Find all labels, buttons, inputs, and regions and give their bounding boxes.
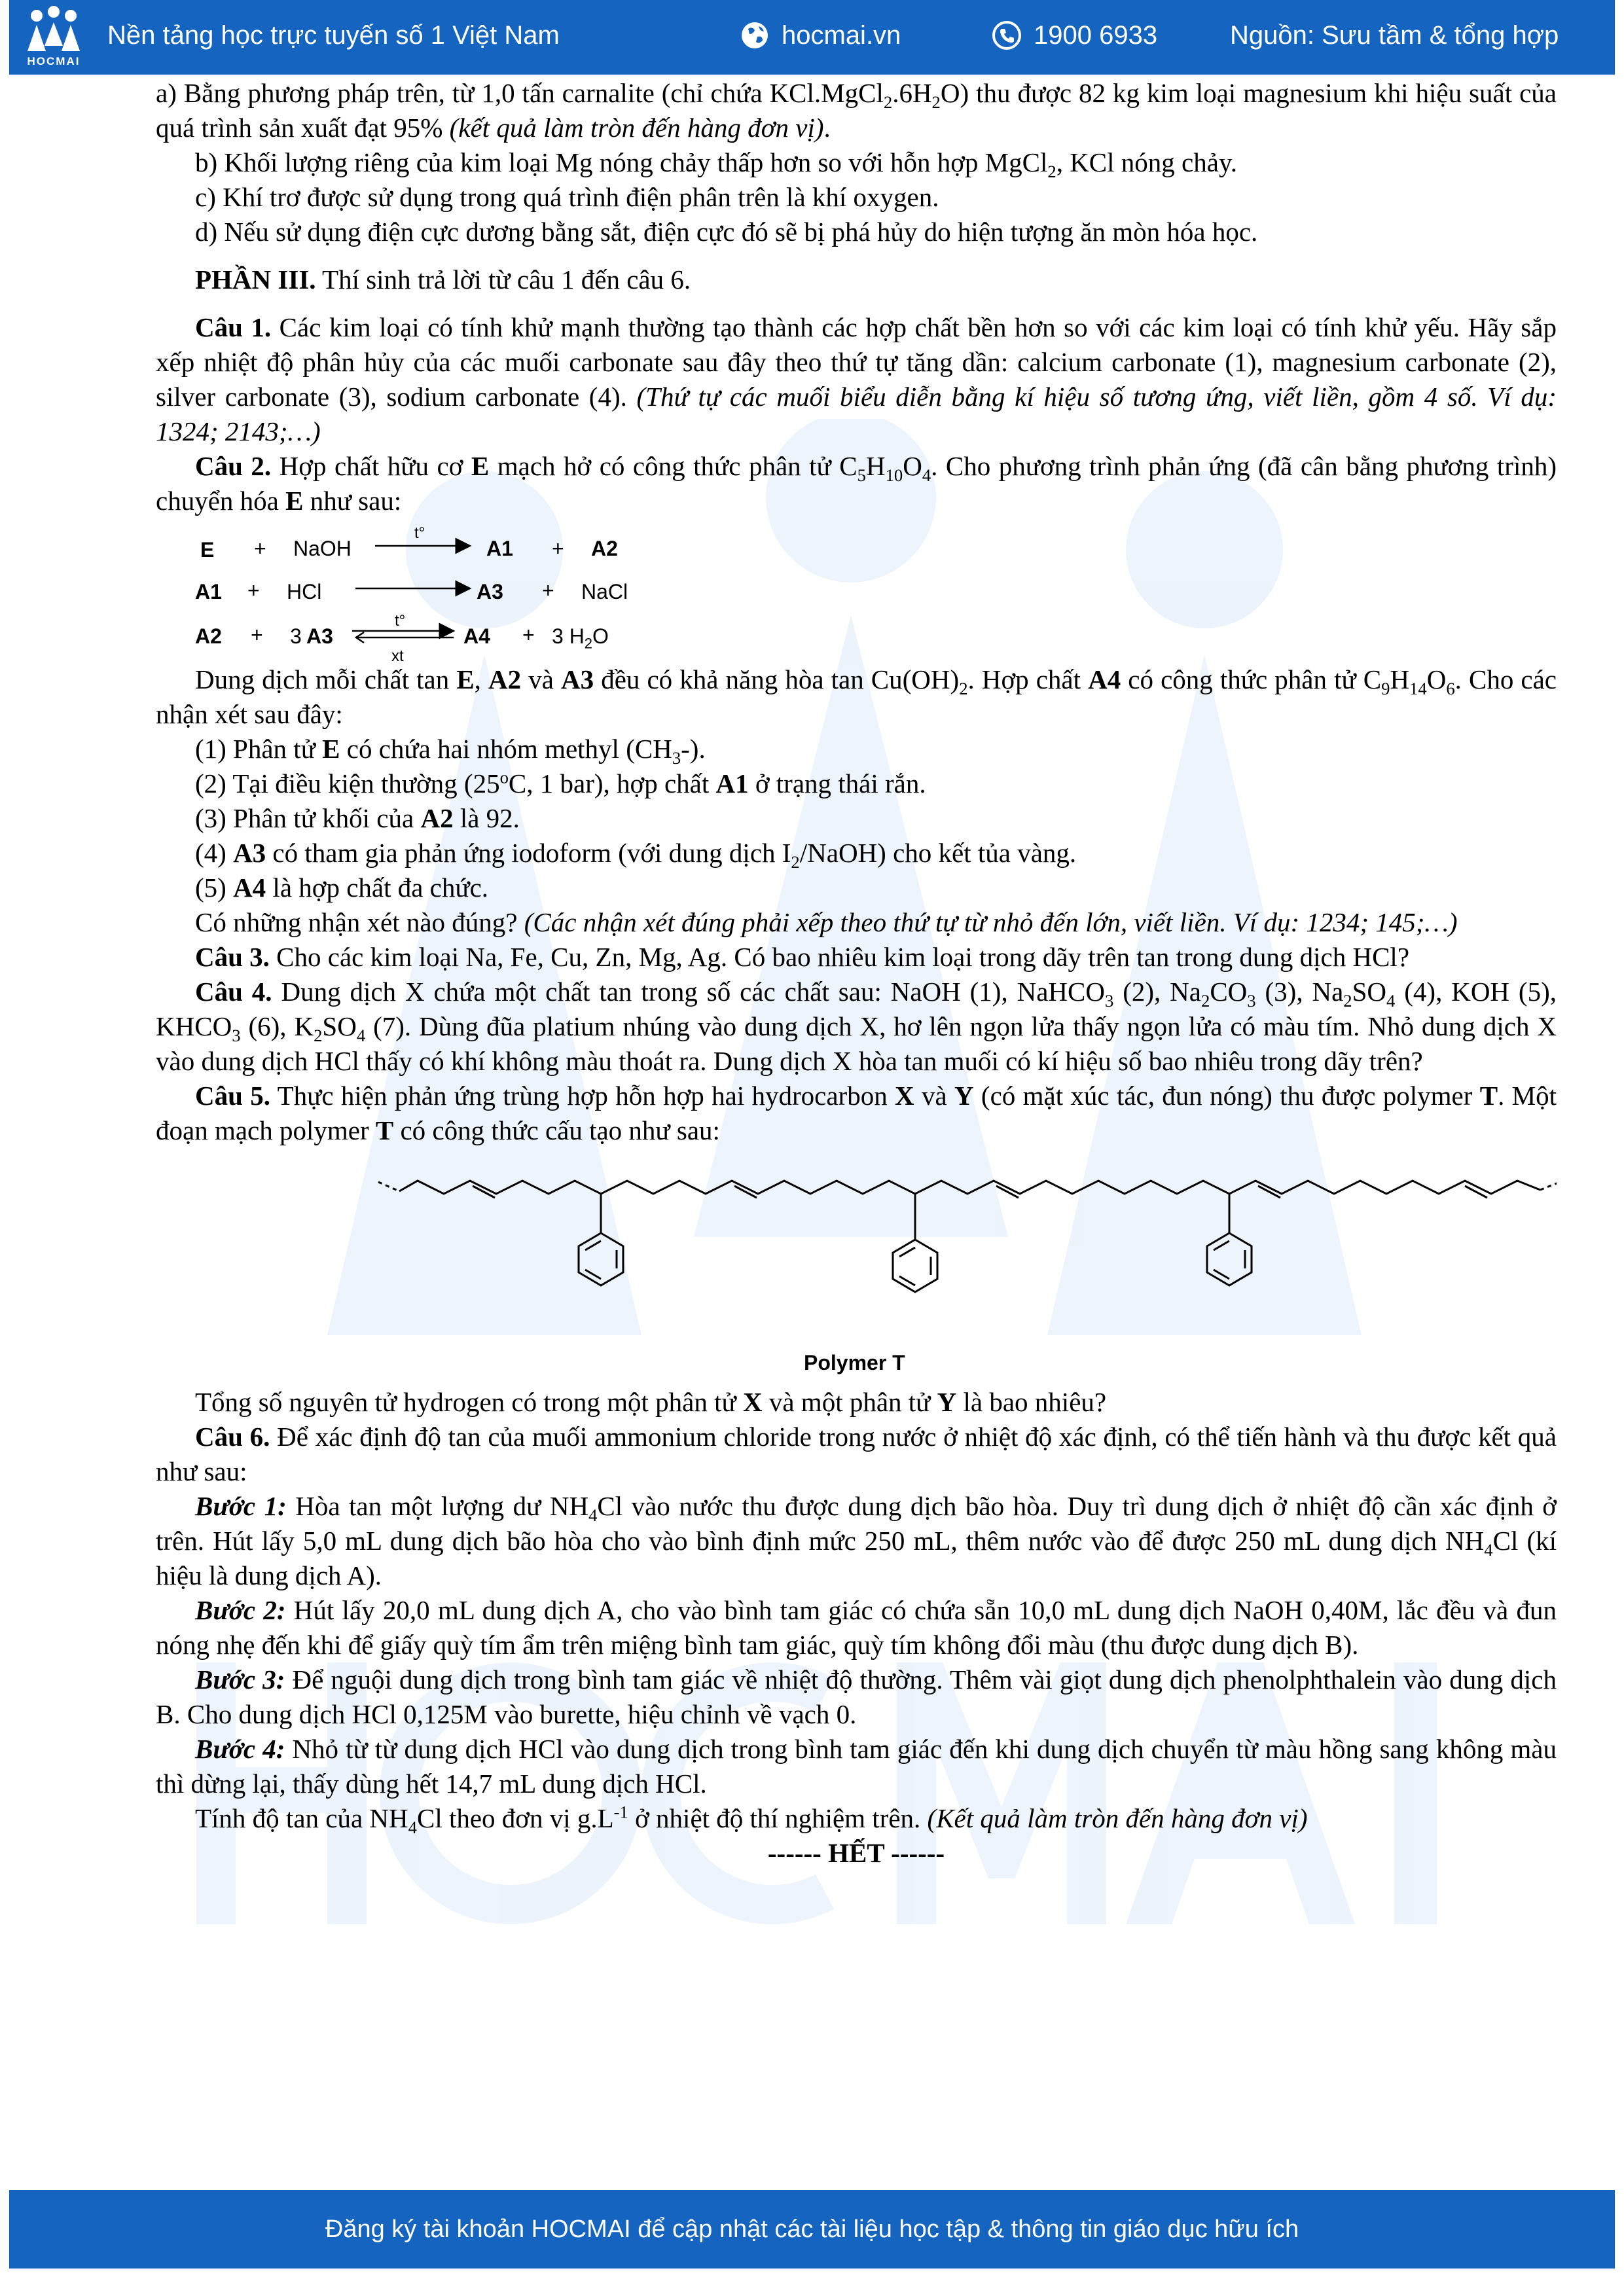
plus-sign: + — [254, 537, 266, 560]
step-1: Bước 1: Hòa tan một lượng dư $NH_4Cl$ vào nước thu được dung dịch bão hòa. Duy trì dung dịch ở nhiệt độ cần xác định ở trên. Hút lấy 5,0 mL dung dịch bão hòa cho vào bình định mức 250 mL, thêm nước vào để được 250 mL dung dịch $NH_4Cl$ (kí hiệu là dung dịch A). — [156, 1491, 1557, 1590]
remark-3: (3) Phân tử khối của A2 là 92. — [195, 803, 520, 833]
end-marker: ------ HẾT ------ — [767, 1838, 945, 1868]
header-source: Nguồn: Sưu tầm & tổng hợp — [1230, 21, 1559, 50]
product-NaCl: NaCl — [581, 580, 628, 603]
reactant-A1: A1 — [195, 580, 222, 603]
question-3: Câu 3. Cho các kim loại Na, Fe, Cu, Zn, Mg, Ag. Có bao nhiêu kim loại trong dãy trên tan trong dung dịch HCl? — [195, 942, 1410, 972]
reactant-E: E — [200, 538, 215, 562]
remark-2: (2) Tại điều kiện thường (25$^o$C, 1 bar), hợp chất A1 ở trạng thái rắn. — [195, 767, 926, 798]
question-2: Câu 2. Hợp chất hữu cơ E mạch hở có công thức phân tử $C_5H_{10}O_4$. Cho phương trình phản ứng (đã cân bằng phương trình) chuyển hóa E như sau: — [156, 451, 1557, 516]
reactant-A2: A2 — [195, 624, 222, 648]
document-body — [156, 76, 1557, 1871]
polymer-chain-diagram — [156, 1156, 1557, 1378]
product-A3: A3 — [477, 580, 503, 603]
statement-a: a) Bằng phương pháp trên, từ 1,0 tấn carnalite (chỉ chứa $KCl.MgCl_2.6H_2O$) thu được 82 kg kim loại magnesium khi hiệu suất của quá trình sản xuất đạt 95% (kết quả làm tròn đến hàng đơn vị). — [156, 78, 1557, 143]
plus-sign: + — [552, 537, 564, 560]
question-6: Câu 6. Để xác định độ tan của muối ammonium chloride trong nước ở nhiệt độ xác định, có thể tiến hành và thu được kết quả như sau: — [156, 1422, 1557, 1486]
globe-icon — [739, 20, 770, 51]
product-water: 3 $H_2O$ — [552, 624, 609, 652]
plus-sign: + — [247, 579, 260, 602]
logo-text: HOCMAI — [27, 55, 81, 67]
condition-catalyst: xt — [391, 647, 404, 665]
plus-sign: + — [542, 579, 554, 602]
header-phone[interactable]: 1900 6933 — [1034, 21, 1158, 50]
reaction-scheme — [195, 521, 732, 665]
phone-icon — [991, 20, 1022, 51]
product-A1: A1 — [486, 537, 513, 560]
reactant-HCl: HCl — [287, 580, 322, 603]
polymer-structure — [156, 1156, 1557, 1378]
product-A4: A4 — [463, 624, 490, 648]
question-2-ask: Có những nhận xét nào đúng? (Các nhận xét đúng phải xếp theo thứ tự từ nhỏ đến lớn, viết liền. Ví dụ: 1234; 145;…) — [195, 907, 1458, 937]
statement-b: b) Khối lượng riêng của kim loại Mg nóng chảy thấp hơn so với hỗn hợp MgCl$_2$, KCl nóng chảy. — [195, 147, 1238, 182]
header-website[interactable]: hocmai.vn — [782, 21, 901, 50]
polymer-caption: Polymer T — [804, 1351, 905, 1374]
condition-heat: t° — [414, 524, 425, 542]
remark-4: (4) A3 có tham gia phản ứng iodoform (với dung dịch $I_2/NaOH$) cho kết tủa vàng. — [195, 838, 1077, 872]
part3-heading: PHẦN III. Thí sinh trả lời từ câu 1 đến câu 6. — [195, 264, 691, 295]
statement-c: c) Khí trơ được sử dụng trong quá trình điện phân trên là khí oxygen. — [195, 182, 939, 212]
remark-1: (1) Phân tử E có chứa hai nhóm methyl $(CH_3-)$. — [195, 734, 706, 768]
reactant-A3: A3 — [306, 624, 333, 648]
remark-5: (5) A4 là hợp chất đa chức. — [195, 872, 489, 903]
statement-d: d) Nếu sử dụng điện cực dương bằng sắt, điện cực đó sẽ bị phá hủy do hiện tượng ăn mòn hóa học. — [195, 217, 1258, 247]
question-1: Câu 1. Các kim loại có tính khử mạnh thường tạo thành các hợp chất bền hơn so với các kim loại có tính khử yếu. Hãy sắp xếp nhiệt độ phân hủy của các muối carbonate sau đây theo thứ tự tăng dần: calcium carbonate (1), magnesium carbonate (2), silver carbonate (3), sodium carbonate (4). (Thứ tự các muối biểu diễn bằng kí hiệu số tương ứng, viết liền, gồm 4 số. Ví dụ: 1324; 2143;…) — [156, 312, 1557, 446]
header-bar — [9, 0, 1615, 75]
question-4: Câu 4. Dung dịch X chứa một chất tan trong số các chất sau: NaOH (1), NaHCO$_3$ (2), $Na_2CO_3$ (3), $Na_2SO_4$ (4), KOH (5), $KHCO_3$ (6), $K_2SO_4$ (7). Dùng đũa platium nhúng vào dung dịch X, hơ lên ngọn lửa thấy ngọn lửa có màu tím. Nhỏ dung dịch X vào dung dịch HCl thấy có khí không màu thoát ra. Dung dịch X hòa tan muối có kí hiệu số bao nhiêu trong dãy trên? — [156, 977, 1557, 1076]
plus-sign: + — [522, 623, 535, 647]
question-2-context: Dung dịch mỗi chất tan E, A2 và A3 đều có khả năng hòa $\tan Cu(OH)_2$. Hợp chất A4 có công thức phân tử $C_9H_{14}O_6$. Cho các nhận xét sau đây: — [156, 664, 1557, 729]
product-A2: A2 — [591, 537, 618, 560]
condition-heat: t° — [395, 612, 406, 630]
question-5-ask: Tổng số nguyên tử hydrogen có trong một phân tử X và một phân tử Y là bao nhiêu? — [195, 1387, 1107, 1417]
question-6-ask: Tính độ tan của $NH_4Cl$ theo đơn vị $g.L^{-1}$ ở nhiệt độ thí nghiệm trên. (Kết quả làm tròn đến hàng đơn vị) — [195, 1802, 1308, 1838]
footer-bar[interactable]: Đăng ký tài khoản HOCMAI để cập nhật các tài liệu học tập & thông tin giáo dục hữu ích — [9, 2190, 1615, 2269]
step-3: Bước 3: Để nguội dung dịch trong bình tam giác về nhiệt độ thường. Thêm vài giọt dung dịch phenolphthalein vào dung dịch B. Cho dung dịch HCl 0,125M vào burette, hiệu chỉnh về vạch 0. — [156, 1664, 1557, 1729]
header-slogan: Nền tảng học trực tuyến số 1 Việt Nam — [107, 21, 560, 50]
reactant-NaOH: NaOH — [293, 537, 352, 560]
step-4: Bước 4: Nhỏ từ từ dung dịch HCl vào dung dịch trong bình tam giác đến khi dung dịch chuyển từ màu hồng sang không màu thì dừng lại, thấy dùng hết 14,7 mL dung dịch HCl. — [156, 1734, 1557, 1799]
coefficient-3: 3 — [290, 624, 302, 648]
step-2: Bước 2: Hút lấy 20,0 mL dung dịch A, cho vào bình tam giác có chứa sẵn 10,0 mL dung dịch NaOH 0,40M, lắc đều và đun nóng nhẹ đến khi để giấy quỳ tím ẩm trên miệng bình tam giác, quỳ tím không đổi màu (thu được dung dịch B). — [156, 1595, 1557, 1660]
question-5: Câu 5. Thực hiện phản ứng trùng hợp hỗn hợp hai hydrocarbon X và Y (có mặt xúc tác, đun nóng) thu được polymer T. Một đoạn mạch polymer T có công thức cấu tạo như sau: — [156, 1081, 1557, 1145]
plus-sign: + — [251, 623, 263, 647]
